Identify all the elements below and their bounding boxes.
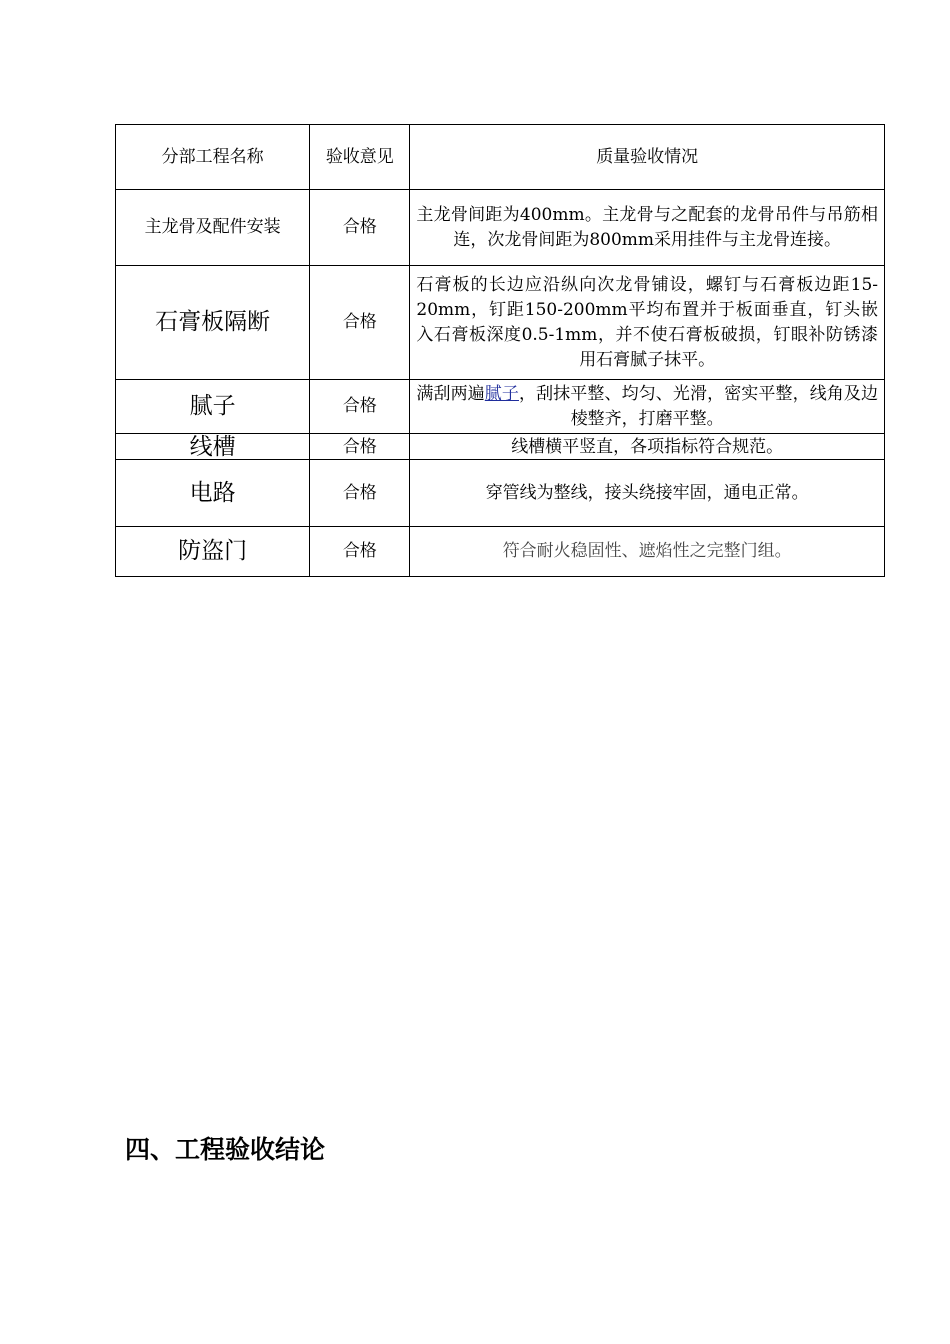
project-name-cell: 石膏板隔断 xyxy=(116,266,310,380)
opinion-cell: 合格 xyxy=(310,434,410,460)
acceptance-table xyxy=(115,124,885,577)
header-opinion: 验收意见 xyxy=(310,125,410,190)
project-name-cell: 主龙骨及配件安装 xyxy=(116,190,310,266)
table-row xyxy=(116,434,885,460)
putty-link[interactable]: 腻子 xyxy=(484,383,519,404)
opinion-cell: 合格 xyxy=(310,460,410,527)
project-name-cell: 腻子 xyxy=(116,380,310,434)
quality-text-suffix: ，刮抹平整、均匀、光滑，密实平整，线角及边棱整齐，打磨平整。 xyxy=(518,383,879,429)
quality-cell: 符合耐火稳固性、遮焰性之完整门组。 xyxy=(410,527,885,577)
table-row xyxy=(116,460,885,527)
project-name-cell: 防盗门 xyxy=(116,527,310,577)
table-header-row xyxy=(116,125,885,190)
quality-cell: 主龙骨间距为400mm。主龙骨与之配套的龙骨吊件与吊筋相连，次龙骨间距为800mm采用挂件与主龙骨连接。 xyxy=(410,190,885,266)
quality-cell xyxy=(410,380,885,434)
header-project-name: 分部工程名称 xyxy=(116,125,310,190)
opinion-cell: 合格 xyxy=(310,266,410,380)
quality-cell: 石膏板的长边应沿纵向次龙骨铺设，螺钉与石膏板边距15-20mm，钉距150-200mm平均布置并于板面垂直，钉头嵌入石膏板深度0.5-1mm，并不使石膏板破损，钉眼补防锈漆用石膏腻子抹平。 xyxy=(410,266,885,380)
table-row xyxy=(116,527,885,577)
project-name-cell: 电路 xyxy=(116,460,310,527)
opinion-cell: 合格 xyxy=(310,380,410,434)
quality-cell: 线槽横平竖直，各项指标符合规范。 xyxy=(410,434,885,460)
table-row xyxy=(116,190,885,266)
opinion-cell: 合格 xyxy=(310,190,410,266)
project-name-cell: 线槽 xyxy=(116,434,310,460)
opinion-cell: 合格 xyxy=(310,527,410,577)
quality-text-prefix: 满刮两遍 xyxy=(416,383,485,404)
header-quality: 质量验收情况 xyxy=(410,125,885,190)
section-heading: 四、工程验收结论 xyxy=(125,1135,326,1164)
table-row xyxy=(116,266,885,380)
quality-cell: 穿管线为整线，接头绕接牢固，通电正常。 xyxy=(410,460,885,527)
table-row xyxy=(116,380,885,434)
